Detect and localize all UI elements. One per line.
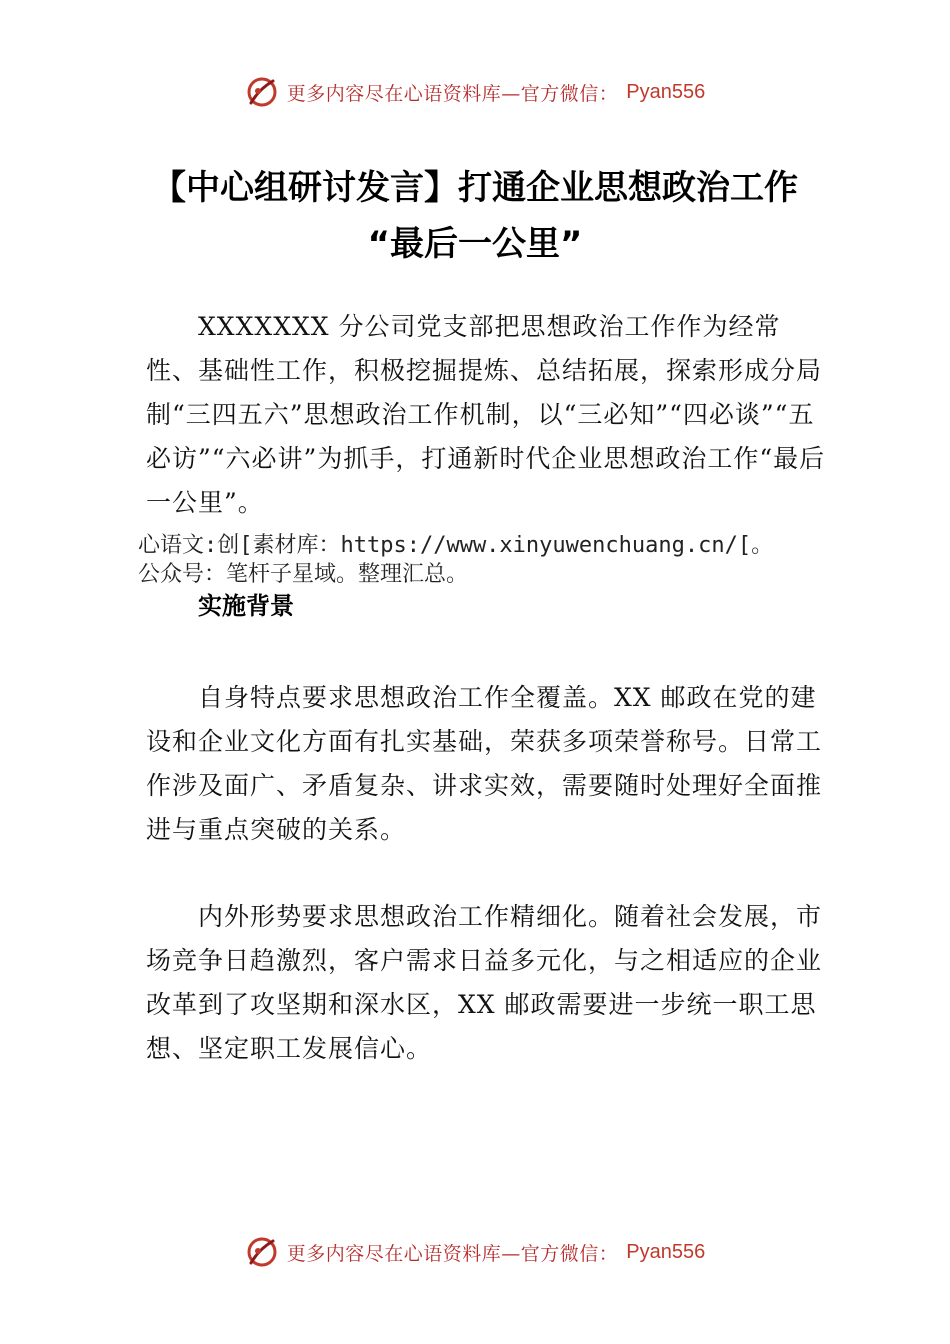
intro-paragraph: XXXXXXX 分公司党支部把思想政治工作作为经常性、基础性工作，积极挖掘提炼、总结拓展，探索形成分局制“三四五六”思想政治工作机制，以“三必知”“四必谈”“五必访”“六必讲”为抓手，打通新时代企业思想政治工作“最后一公里”。: [146, 312, 826, 517]
wechat-id: Pyan556: [626, 80, 706, 103]
source-note-line-1: 心语文:创[素材库：https://www.xinyuwenchuang.cn/[。: [138, 533, 774, 558]
body-paragraph: 内外形势要求思想政治工作精细化。随着社会发展，市场竞争日趋激烈，客户需求日益多元化，与之相适应的企业改革到了攻坚期和深水区，XX 邮政需要进一步统一职工思想、坚定职工发展信心。: [146, 902, 823, 1063]
footer-watermark: [0, 1232, 950, 1272]
watermark-text: 更多内容尽在心语资料库—官方微信：: [286, 82, 619, 105]
source-note: [138, 531, 838, 589]
wechat-id: Pyan556: [626, 1240, 706, 1263]
title-line-1: 【中心组研讨发言】打通企业思想政治工作: [152, 168, 798, 208]
body-paragraph: 自身特点要求思想政治工作全覆盖。XX 邮政在党的建设和企业文化方面有扎实基础，荣获多项荣誉称号。日常工作涉及面广、矛盾复杂、讲求实效，需要随时处理好全面推进与重点突破的关系。: [146, 683, 823, 844]
title-line-2: “最后一公里”: [367, 224, 583, 264]
brush-logo-icon: [245, 1235, 279, 1269]
header-watermark: [0, 72, 950, 112]
watermark-text: 更多内容尽在心语资料库—官方微信：: [286, 1242, 619, 1265]
source-note-line-2: 公众号：笔杆子星域。整理汇总。: [138, 562, 469, 587]
section-heading: 实施背景: [198, 592, 294, 620]
brush-logo-icon: [245, 75, 279, 109]
document-title: [100, 160, 850, 272]
